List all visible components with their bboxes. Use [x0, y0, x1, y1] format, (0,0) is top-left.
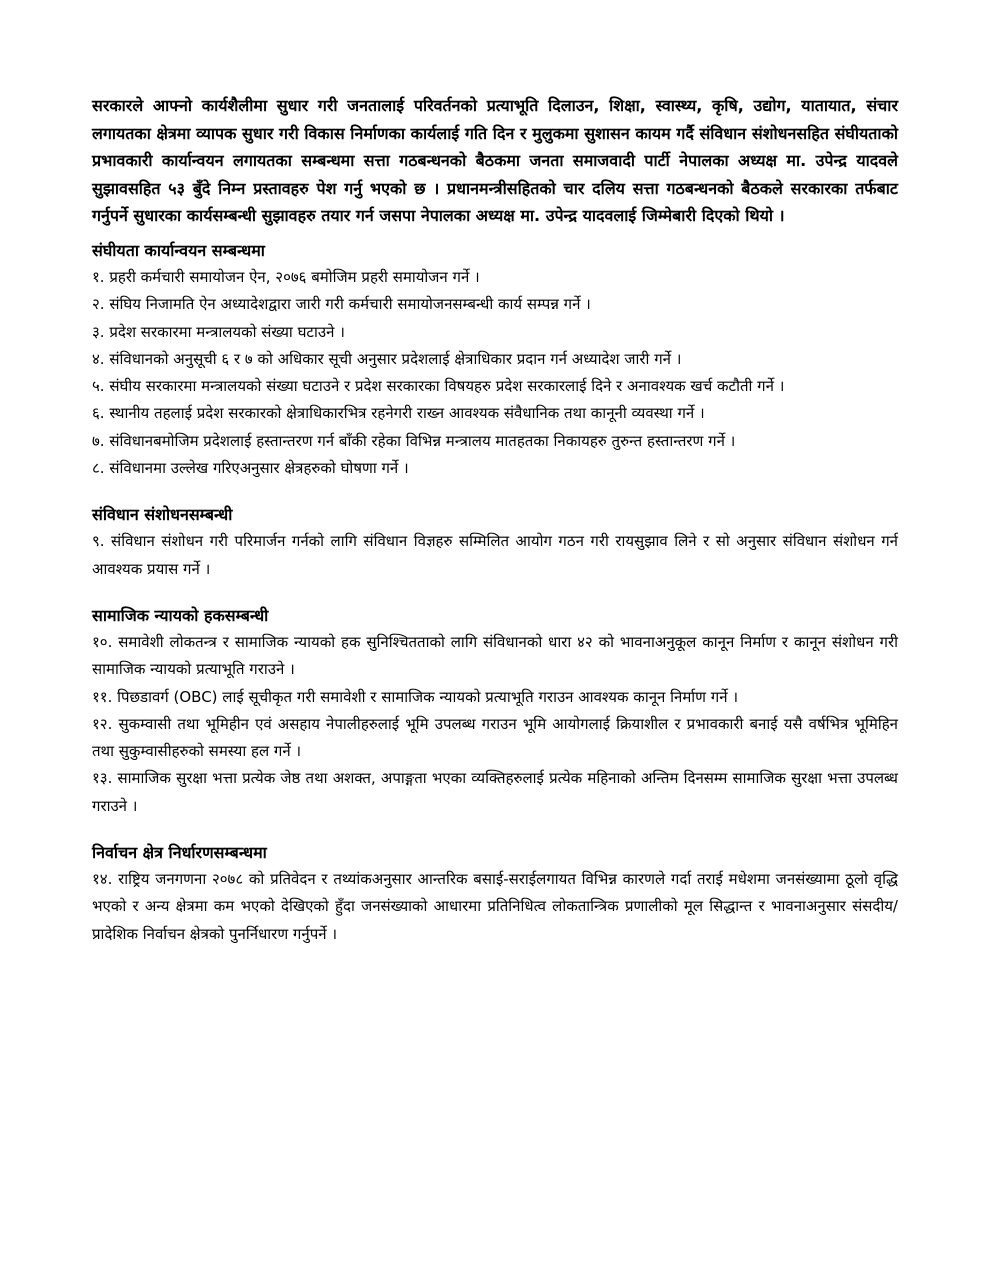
- list-item: ५. संघीय सरकारमा मन्त्रालयको संख्या घटाउने र प्रदेश सरकारका विषयहरु प्रदेश सरकारलाई दिने र अनावश्यक खर्च कटौती गर्ने ।: [92, 377, 785, 396]
- list-item: १२. सुकम्वासी तथा भूमिहीन एवं असहाय नेपालीहरुलाई भूमि उपलब्ध गराउन भूमि आयोगलाई क्रियाशील र प्रभावकारी बनाई यसै वर्षभित्र भूमिहिन तथा सुकुम्वासीहरुको समस्या हल गर्ने ।: [92, 714, 898, 761]
- section-heading: संघीयता कार्यान्वयन सम्बन्धमा: [92, 240, 265, 260]
- document-page: [92, 92, 898, 948]
- list-item: ६. स्थानीय तहलाई प्रदेश सरकारको क्षेत्राधिकारभित्र रहनेगरी राख्न आवश्यक संवैधानिक तथा कानूनी व्यवस्था गर्ने ।: [92, 404, 705, 423]
- list-item: ९. संविधान संशोधन गरी परिमार्जन गर्नको लागि संविधान विज्ञहरु सम्मिलित आयोग गठन गरी रायसुझाव लिने र सो अनुसार संविधान संशोधन गर्न आवश्यक प्रयास गर्ने ।: [92, 532, 898, 578]
- list-item: ८. संविधानमा उल्लेख गरिएअनुसार क्षेत्रहरुको घोषणा गर्ने ।: [92, 459, 409, 478]
- list-item: ४. संविधानको अनुसूची ६ र ७ को अधिकार सूची अनुसार प्रदेशलाई क्षेत्राधिकार प्रदान गर्न अध्यादेश जारी गर्ने ।: [92, 349, 682, 368]
- list-item: १४. राष्ट्रिय जनगणना २०७८ को प्रतिवेदन र तथ्यांकअनुसार आन्तरिक बसाई-सराईलगायत विभिन्न कारणले गर्दा तराई मधेशमा जनसंख्यामा ठूलो वृद्धि भएको र अन्य क्षेत्रमा कम भएको देखिएको हुँदा जनसंख्याको आधारमा प्रतिनिधित्व लोकतान्त्रिक प्रणालीको मूल सिद्धान्त र भावनाअनुसार संसदीय/प्रादेशिक निर्वाचन क्षेत्रको पुनर्निधारण गर्नुपर्ने ।: [92, 870, 898, 943]
- spacer: [92, 482, 898, 502]
- list-item: ३. प्रदेश सरकारमा मन्त्रालयको संख्या घटाउने ।: [92, 322, 345, 341]
- section-heading: सामाजिक न्यायको हकसम्बन्धी: [92, 605, 269, 625]
- spacer: [92, 820, 898, 840]
- section-heading: संविधान संशोधनसम्बन्धी: [92, 505, 233, 525]
- section-heading: निर्वाचन क्षेत्र निर्धारणसम्बन्धमा: [92, 843, 267, 863]
- list-item: १०. समावेशी लोकतन्त्र र सामाजिक न्यायको हक सुनिश्चितताको लागि संविधानको धारा ४२ को भावनाअनुकूल कानून निर्माण र कानून संशोधन गरी सामाजिक न्यायको प्रत्याभूति गराउने ।: [92, 632, 898, 679]
- section-constitution-amendment: [92, 502, 898, 583]
- list-item: २. संघिय निजामति ऐन अध्यादेशद्वारा जारी गरी कर्मचारी समायोजनसम्बन्धी कार्य सम्पन्न गर्ने ।: [92, 295, 591, 314]
- intro-paragraph: सरकारले आफ्नो कार्यशैलीमा सुधार गरी जनतालाई परिवर्तनको प्रत्याभूति दिलाउन, शिक्षा, स्वास्थ्य, कृषि, उद्योग, यातायात, संचार लगायतका क्षेत्रमा व्यापक सुधार गरी विकास निर्माणका कार्यलाई गति दिन र मुलुकमा सुशासन कायम गर्दै संविधान संशोधनसहित संघीयताको प्रभावकारी कार्यान्वयन लगायतका सम्बन्धमा सत्ता गठबन्धनको बैठकमा जनता समाजवादी पार्टी नेपालका अध्यक्ष मा. उपेन्द्र यादवले सुझावसहित ५३ बुँदे निम्न प्रस्तावहरु पेश गर्नु भएको छ । प्रधानमन्त्रीसहितको चार दलिय सत्ता गठबन्धनको बैठकले सरकारका तर्फबाट गर्नुपर्ने सुधारका कार्यसम्बन्धी सुझावहरु तयार गर्न जसपा नेपालका अध्यक्ष मा. उपेन्द्र यादवलाई जिम्मेबारी दिएको थियो ।: [92, 96, 898, 226]
- list-item: १३. सामाजिक सुरक्षा भत्ता प्रत्येक जेष्ठ तथा अशक्त, अपाङ्गता भएका व्यक्तिहरुलाई प्रत्येक महिनाको अन्तिम दिनसम्म सामाजिक सुरक्षा भत्ता उपलब्ध गराउने ।: [92, 769, 898, 815]
- spacer: [92, 583, 898, 603]
- section-constituency-delimitation: [92, 840, 898, 948]
- section-federalism: [92, 238, 898, 482]
- section-social-justice: [92, 603, 898, 820]
- list-item: १. प्रहरी कर्मचारी समायोजन ऐन, २०७६ बमोजिम प्रहरी समायोजन गर्ने ।: [92, 267, 480, 286]
- list-item: ११. पिछडावर्ग (OBC) लाई सूचीकृत गरी समावेशी र सामाजिक न्यायको प्रत्याभूति गराउन आवश्यक कानून निर्माण गर्ने ।: [92, 687, 739, 706]
- list-item: ७. संविधानबमोजिम प्रदेशलाई हस्तान्तरण गर्न बाँकी रहेका विभिन्न मन्त्रालय मातहतका निकायहरु तुरुन्त हस्तान्तरण गर्ने ।: [92, 431, 736, 450]
